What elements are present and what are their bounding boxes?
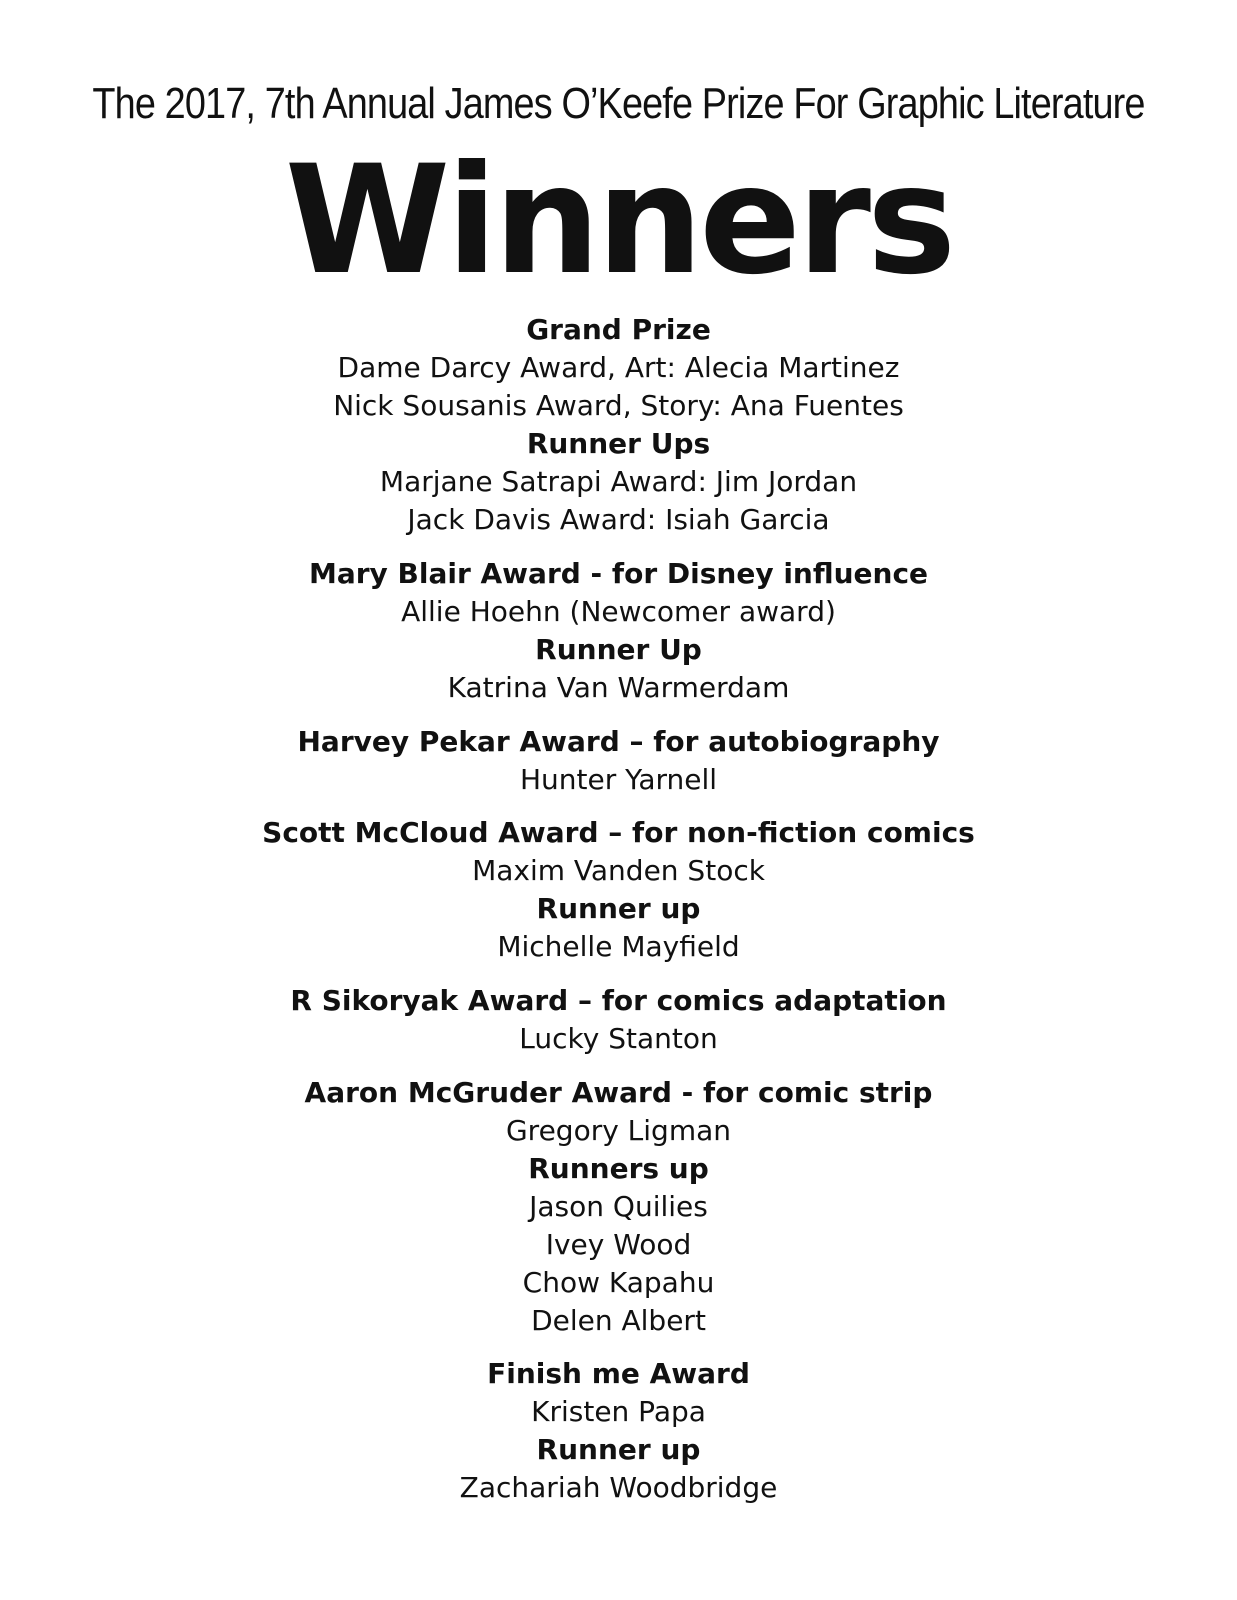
aaron-mcgruder-runner: Delen Albert (531, 1304, 706, 1337)
aaron-mcgruder-heading: Aaron McGruder Award - for comic strip (304, 1076, 933, 1109)
scott-mccloud-runner-heading: Runner up (536, 892, 701, 925)
finish-me-runner: Zachariah Woodbridge (459, 1471, 778, 1504)
mary-blair-winner: Allie Hoehn (Newcomer award) (401, 595, 836, 628)
finish-me-runner-heading: Runner up (536, 1433, 701, 1466)
aaron-mcgruder-runner: Jason Quilies (529, 1190, 708, 1223)
harvey-pekar-winner: Hunter Yarnell (519, 763, 718, 796)
scott-mccloud-runner: Michelle Mayfield (497, 930, 740, 963)
scott-mccloud-heading: Scott McCloud Award – for non-fiction comics (262, 816, 975, 849)
aaron-mcgruder-runner-heading: Runners up (528, 1152, 709, 1185)
grand-prize-runner-heading: Runner Ups (526, 427, 711, 460)
page-title: Winners (284, 134, 953, 308)
grand-prize-runner: Marjane Satrapi Award: Jim Jordan (379, 465, 858, 498)
mary-blair-runner-heading: Runner Up (535, 633, 702, 666)
grand-prize-heading: Grand Prize (526, 313, 711, 346)
r-sikoryak-winner: Lucky Stanton (519, 1022, 718, 1055)
grand-prize-winner: Dame Darcy Award, Art: Alecia Martinez (337, 351, 900, 384)
mary-blair-runner: Katrina Van Warmerdam (447, 671, 790, 704)
r-sikoryak-heading: R Sikoryak Award – for comics adaptation (290, 984, 947, 1017)
grand-prize-runner: Jack Davis Award: Isiah Garcia (407, 503, 830, 536)
aaron-mcgruder-runner: Ivey Wood (545, 1228, 692, 1261)
document-subtitle: The 2017, 7th Annual James O’Keefe Prize For Graphic Literature (92, 79, 1145, 128)
aaron-mcgruder-winner: Gregory Ligman (505, 1114, 732, 1147)
aaron-mcgruder-runner: Chow Kapahu (522, 1266, 715, 1299)
finish-me-heading: Finish me Award (487, 1357, 750, 1390)
grand-prize-winner: Nick Sousanis Award, Story: Ana Fuentes (333, 389, 904, 422)
mary-blair-heading: Mary Blair Award - for Disney influence (308, 557, 929, 590)
finish-me-winner: Kristen Papa (531, 1395, 706, 1428)
harvey-pekar-heading: Harvey Pekar Award – for autobiography (297, 725, 940, 758)
scott-mccloud-winner: Maxim Vanden Stock (472, 854, 765, 887)
